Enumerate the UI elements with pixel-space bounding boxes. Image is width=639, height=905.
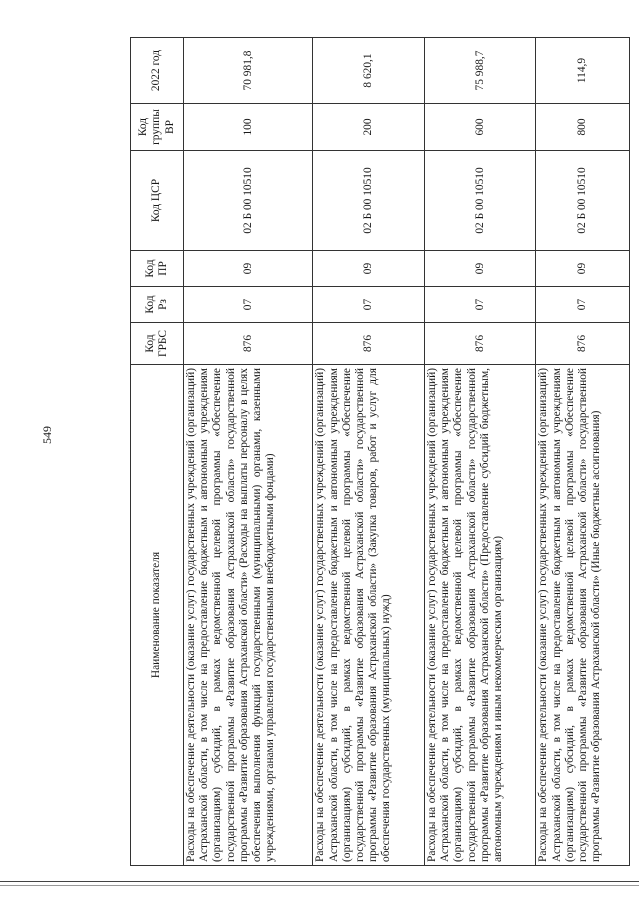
table-row (184, 38, 313, 866)
header-csr: Код ЦСР (131, 151, 184, 251)
row-name: Расходы на обеспечение деятельности (оказание услуг) государственных учреждений (организаций) Астраханской области, в том числе на предоставление бюджетным и автономным учреждениям (организациям) субсидий, в рамках ведомственной целевой программы «Обеспечение государственной программы «Развитие образования Астраханской области» государственной программы «Развитие образования Астраханской области» (Расходы на выплаты персоналу в целях обеспечения выполнения функций государственными (муниципальными) органами, казенными учреждениями, органами управления государственными внебюджетными фондами) (184, 365, 313, 866)
header-vr: Код группы ВР (131, 104, 184, 151)
row-amount: 70 981,8 (184, 38, 313, 104)
rotated-table-wrapper (130, 38, 630, 866)
row-csr: 02 Б 00 10510 (184, 151, 313, 251)
row-csr: 02 Б 00 10510 (313, 151, 425, 251)
header-grbs: Код ГРБС (131, 323, 184, 365)
row-name: Расходы на обеспечение деятельности (оказание услуг) государственных учреждений (организаций) Астраханской области, в том числе на предоставление бюджетным и автономным учреждениям (организациям) субсидий, в рамках ведомственной целевой программы «Обеспечение государственной программы «Развитие образования Астраханской области» государственной программы «Развитие образования Астраханской области» (Закупка товаров, работ и услуг для обеспечения государственных (муниципальных) нужд) (313, 365, 425, 866)
page-number: 549 (40, 426, 54, 444)
header-pr: Код ПР (131, 251, 184, 287)
bottom-rule (0, 885, 639, 886)
row-grbs: 876 (313, 323, 425, 365)
row-name: Расходы на обеспечение деятельности (оказание услуг) государственных учреждений (организаций) Астраханской области, в том числе на предоставление бюджетным и автономным учреждениям (организациям) субсидий, в рамках ведомственной целевой программы «Обеспечение государственной программы «Развитие образования Астраханской области» государственной программы «Развитие образования Астраханской области» (Предоставление субсидий бюджетным, автономным учреждениям и иным некоммерческим организациям) (424, 365, 536, 866)
row-vr: 600 (424, 104, 536, 151)
row-pr: 09 (313, 251, 425, 287)
row-grbs: 876 (184, 323, 313, 365)
header-year: 2022 год (131, 38, 184, 104)
row-rz: 07 (536, 287, 630, 323)
row-rz: 07 (184, 287, 313, 323)
row-amount: 8 620,1 (313, 38, 425, 104)
row-pr: 09 (424, 251, 536, 287)
row-csr: 02 Б 00 10510 (424, 151, 536, 251)
row-amount: 75 988,7 (424, 38, 536, 104)
bottom-divider (0, 881, 639, 882)
row-grbs: 876 (424, 323, 536, 365)
table-header-row (131, 38, 184, 866)
row-vr: 100 (184, 104, 313, 151)
row-pr: 09 (184, 251, 313, 287)
row-vr: 200 (313, 104, 425, 151)
row-grbs: 876 (536, 323, 630, 365)
row-rz: 07 (313, 287, 425, 323)
table-row (313, 38, 425, 866)
row-amount: 114,9 (536, 38, 630, 104)
row-rz: 07 (424, 287, 536, 323)
header-name: Наименование показателя (131, 365, 184, 866)
table-row (536, 38, 630, 866)
header-rz: Код Рз (131, 287, 184, 323)
budget-table (130, 37, 630, 866)
table-row (424, 38, 536, 866)
row-csr: 02 Б 00 10510 (536, 151, 630, 251)
row-name: Расходы на обеспечение деятельности (оказание услуг) государственных учреждений (организаций) Астраханской области, в том числе на предоставление бюджетным и автономным учреждениям (организациям) субсидий, в рамках ведомственной целевой программы «Обеспечение государственной программы «Развитие образования Астраханской области» государственной программы «Развитие образования Астраханской области» (Иные бюджетные ассигнования) (536, 365, 630, 866)
row-pr: 09 (536, 251, 630, 287)
row-vr: 800 (536, 104, 630, 151)
